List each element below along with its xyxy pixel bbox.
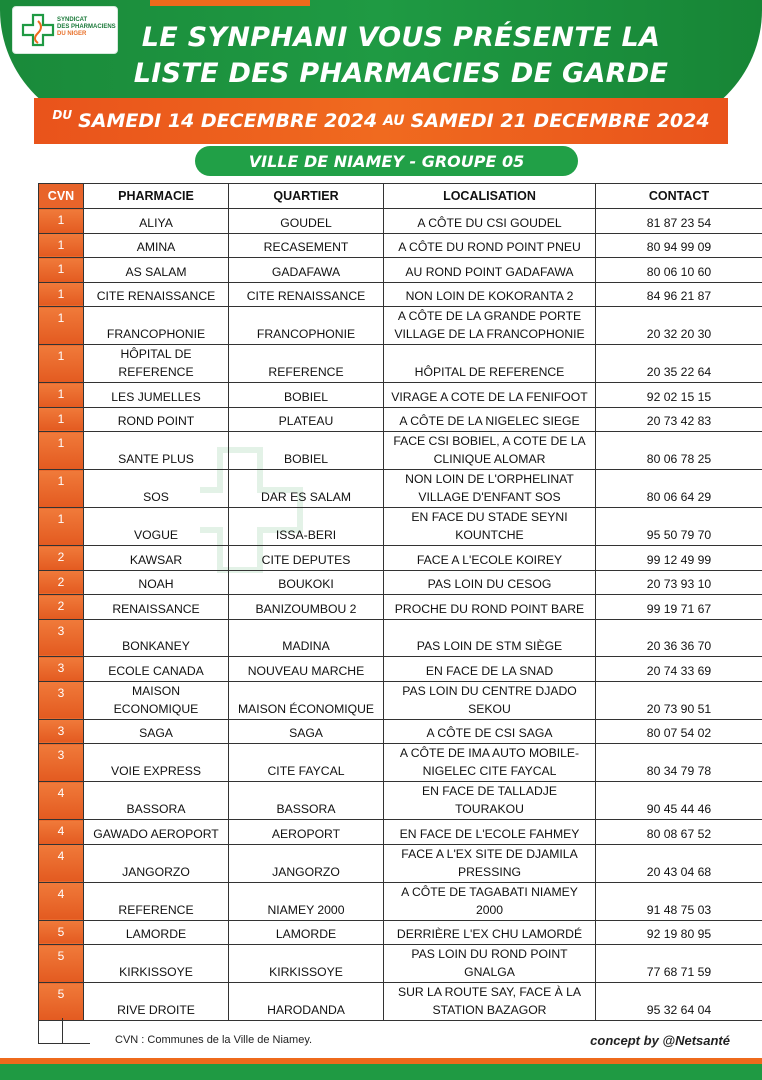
cell-contact: 81 87 23 54 bbox=[596, 209, 762, 234]
table-row bbox=[39, 681, 762, 719]
cell-quartier: GADAFAWA bbox=[229, 258, 384, 283]
cell-localisation: A CÔTE DU ROND POINT PNEU bbox=[384, 233, 596, 258]
cell-cvn: 3 bbox=[39, 719, 84, 744]
cell-cvn: 2 bbox=[39, 546, 84, 571]
table-header-row bbox=[39, 184, 762, 209]
table-row bbox=[39, 882, 762, 920]
cell-cvn: 2 bbox=[39, 570, 84, 595]
cell-quartier: BOBIEL bbox=[229, 383, 384, 408]
col-header-pharmacie: PHARMACIE bbox=[84, 184, 229, 209]
cell-quartier: PLATEAU bbox=[229, 407, 384, 432]
cell-cvn: 1 bbox=[39, 258, 84, 283]
logo-line3: DU NIGER bbox=[57, 31, 87, 37]
table-row bbox=[39, 719, 762, 744]
cell-cvn: 1 bbox=[39, 470, 84, 508]
table-row bbox=[39, 407, 762, 432]
cell-contact: 99 19 71 67 bbox=[596, 595, 762, 620]
cell-cvn: 1 bbox=[39, 307, 84, 345]
cell-quartier: CITE FAYCAL bbox=[229, 744, 384, 782]
cell-contact: 92 02 15 15 bbox=[596, 383, 762, 408]
cell-localisation: A CÔTE DE IMA AUTO MOBILE- NIGELEC CITE FAYCAL bbox=[384, 744, 596, 782]
cell-contact: 20 43 04 68 bbox=[596, 844, 762, 882]
table-row bbox=[39, 782, 762, 820]
cell-cvn: 1 bbox=[39, 233, 84, 258]
cell-contact: 80 94 99 09 bbox=[596, 233, 762, 258]
cell-contact: 95 50 79 70 bbox=[596, 508, 762, 546]
pharmacy-table bbox=[38, 183, 762, 1021]
cell-localisation: EN FACE DU STADE SEYNI KOUNTCHE bbox=[384, 508, 596, 546]
cell-quartier: RECASEMENT bbox=[229, 233, 384, 258]
cell-localisation: EN FACE DE TALLADJE TOURAKOU bbox=[384, 782, 596, 820]
cell-contact: 20 36 36 70 bbox=[596, 619, 762, 657]
cell-cvn: 3 bbox=[39, 681, 84, 719]
date-from: SAMEDI 14 DECEMBRE 2024 bbox=[78, 110, 378, 132]
cell-quartier: MAISON ÉCONOMIQUE bbox=[229, 681, 384, 719]
cell-pharmacie: SANTE PLUS bbox=[84, 432, 229, 470]
table-row bbox=[39, 470, 762, 508]
cell-pharmacie: ECOLE CANADA bbox=[84, 657, 229, 682]
cell-contact: 20 73 93 10 bbox=[596, 570, 762, 595]
cell-contact: 90 45 44 46 bbox=[596, 782, 762, 820]
cell-quartier: BASSORA bbox=[229, 782, 384, 820]
cell-contact: 20 74 33 69 bbox=[596, 657, 762, 682]
city-group-label: VILLE DE NIAMEY - GROUPE 05 bbox=[195, 146, 578, 176]
cell-cvn: 5 bbox=[39, 945, 84, 983]
cell-quartier: GOUDEL bbox=[229, 209, 384, 234]
cell-localisation: PAS LOIN DE STM SIÈGE bbox=[384, 619, 596, 657]
cell-localisation: EN FACE DE LA SNAD bbox=[384, 657, 596, 682]
cell-contact: 77 68 71 59 bbox=[596, 945, 762, 983]
date-mid: AU bbox=[383, 113, 405, 129]
cell-pharmacie: MAISON ECONOMIQUE bbox=[84, 681, 229, 719]
cell-cvn: 1 bbox=[39, 209, 84, 234]
cell-pharmacie: KAWSAR bbox=[84, 546, 229, 571]
cell-quartier: ISSA-BERI bbox=[229, 508, 384, 546]
table-row bbox=[39, 657, 762, 682]
cell-pharmacie: ROND POINT bbox=[84, 407, 229, 432]
cell-cvn: 4 bbox=[39, 882, 84, 920]
cell-quartier: AEROPORT bbox=[229, 820, 384, 845]
table-row bbox=[39, 744, 762, 782]
cell-localisation: DERRIÈRE L'EX CHU LAMORDÉ bbox=[384, 920, 596, 945]
header-banner bbox=[0, 0, 762, 186]
table-row bbox=[39, 844, 762, 882]
cell-cvn: 4 bbox=[39, 844, 84, 882]
cell-quartier: NIAMEY 2000 bbox=[229, 882, 384, 920]
cell-localisation: PROCHE DU ROND POINT BARE bbox=[384, 595, 596, 620]
table-row bbox=[39, 619, 762, 657]
cell-quartier: KIRKISSOYE bbox=[229, 945, 384, 983]
cell-contact: 20 35 22 64 bbox=[596, 345, 762, 383]
cell-pharmacie: AMINA bbox=[84, 233, 229, 258]
cell-localisation: NON LOIN DE L'ORPHELINAT VILLAGE D'ENFANT SOS bbox=[384, 470, 596, 508]
footer-bracket-inner bbox=[62, 1018, 90, 1044]
cell-cvn: 1 bbox=[39, 508, 84, 546]
table-row bbox=[39, 432, 762, 470]
cell-pharmacie: HÔPITAL DE REFERENCE bbox=[84, 345, 229, 383]
cell-quartier: SAGA bbox=[229, 719, 384, 744]
cell-contact: 92 19 80 95 bbox=[596, 920, 762, 945]
table-body bbox=[39, 209, 762, 1021]
cell-cvn: 4 bbox=[39, 820, 84, 845]
cell-localisation: HÔPITAL DE REFERENCE bbox=[384, 345, 596, 383]
cell-cvn: 3 bbox=[39, 657, 84, 682]
cell-pharmacie: RENAISSANCE bbox=[84, 595, 229, 620]
footer-green-strip bbox=[0, 1064, 762, 1080]
cell-cvn: 2 bbox=[39, 595, 84, 620]
cell-contact: 95 32 64 04 bbox=[596, 983, 762, 1021]
cell-cvn: 3 bbox=[39, 619, 84, 657]
cell-pharmacie: BASSORA bbox=[84, 782, 229, 820]
col-header-quartier: QUARTIER bbox=[229, 184, 384, 209]
cell-contact: 80 34 79 78 bbox=[596, 744, 762, 782]
cell-localisation: A CÔTE DE LA GRANDE PORTE VILLAGE DE LA FRANCOPHONIE bbox=[384, 307, 596, 345]
cell-pharmacie: GAWADO AEROPORT bbox=[84, 820, 229, 845]
cell-quartier: DAR ES SALAM bbox=[229, 470, 384, 508]
cell-cvn: 5 bbox=[39, 920, 84, 945]
cell-quartier: REFERENCE bbox=[229, 345, 384, 383]
cell-pharmacie: VOGUE bbox=[84, 508, 229, 546]
col-header-cvn: CVN bbox=[39, 184, 84, 209]
table-row bbox=[39, 570, 762, 595]
logo-line1: SYNDICAT bbox=[57, 17, 88, 23]
col-header-localisation: LOCALISATION bbox=[384, 184, 596, 209]
cell-pharmacie: SAGA bbox=[84, 719, 229, 744]
cell-localisation: PAS LOIN DU ROND POINT GNALGA bbox=[384, 945, 596, 983]
table-row bbox=[39, 258, 762, 283]
cell-localisation: FACE CSI BOBIEL, A COTE DE LA CLINIQUE ALOMAR bbox=[384, 432, 596, 470]
cell-pharmacie: BONKANEY bbox=[84, 619, 229, 657]
date-to: SAMEDI 21 DECEMBRE 2024 bbox=[410, 110, 710, 132]
top-orange-strip bbox=[150, 0, 310, 6]
col-header-contact: CONTACT bbox=[596, 184, 762, 209]
table-row bbox=[39, 383, 762, 408]
cell-contact: 80 07 54 02 bbox=[596, 719, 762, 744]
cell-quartier: LAMORDE bbox=[229, 920, 384, 945]
footer-credit: concept by @Netsanté bbox=[590, 1033, 730, 1048]
cell-pharmacie: JANGORZO bbox=[84, 844, 229, 882]
cell-localisation: SUR LA ROUTE SAY, FACE À LA STATION BAZAGOR bbox=[384, 983, 596, 1021]
cell-cvn: 1 bbox=[39, 432, 84, 470]
page-title-line2: LISTE DES PHARMACIES DE GARDE bbox=[133, 58, 669, 89]
table-row bbox=[39, 282, 762, 307]
cell-pharmacie: VOIE EXPRESS bbox=[84, 744, 229, 782]
cell-contact: 99 12 49 99 bbox=[596, 546, 762, 571]
table-row bbox=[39, 345, 762, 383]
cell-contact: 80 06 64 29 bbox=[596, 470, 762, 508]
cell-localisation: A CÔTE DE TAGABATI NIAMEY 2000 bbox=[384, 882, 596, 920]
cell-quartier: JANGORZO bbox=[229, 844, 384, 882]
footer-note: CVN : Communes de la Ville de Niamey. bbox=[115, 1034, 313, 1046]
cell-quartier: CITE DEPUTES bbox=[229, 546, 384, 571]
cell-contact: 80 06 78 25 bbox=[596, 432, 762, 470]
cell-cvn: 1 bbox=[39, 383, 84, 408]
table-row bbox=[39, 945, 762, 983]
cell-pharmacie: SOS bbox=[84, 470, 229, 508]
cell-localisation: FACE A L'ECOLE KOIREY bbox=[384, 546, 596, 571]
cell-localisation: A CÔTE DE LA NIGELEC SIEGE bbox=[384, 407, 596, 432]
date-range-band bbox=[34, 98, 728, 144]
table-row bbox=[39, 307, 762, 345]
logo-line2: DES PHARMACIENS bbox=[57, 24, 116, 30]
cell-quartier: CITE RENAISSANCE bbox=[229, 282, 384, 307]
cell-localisation: PAS LOIN DU CENTRE DJADO SEKOU bbox=[384, 681, 596, 719]
cell-pharmacie: NOAH bbox=[84, 570, 229, 595]
cell-contact: 80 08 67 52 bbox=[596, 820, 762, 845]
cell-quartier: FRANCOPHONIE bbox=[229, 307, 384, 345]
cell-localisation: AU ROND POINT GADAFAWA bbox=[384, 258, 596, 283]
cell-quartier: BANIZOUMBOU 2 bbox=[229, 595, 384, 620]
table-row bbox=[39, 508, 762, 546]
cell-localisation: FACE A L'EX SITE DE DJAMILA PRESSING bbox=[384, 844, 596, 882]
cell-contact: 91 48 75 03 bbox=[596, 882, 762, 920]
cell-pharmacie: ALIYA bbox=[84, 209, 229, 234]
table-row bbox=[39, 233, 762, 258]
cell-localisation: A CÔTE DU CSI GOUDEL bbox=[384, 209, 596, 234]
cell-contact: 20 73 90 51 bbox=[596, 681, 762, 719]
cell-quartier: BOUKOKI bbox=[229, 570, 384, 595]
cell-pharmacie: KIRKISSOYE bbox=[84, 945, 229, 983]
cell-pharmacie: FRANCOPHONIE bbox=[84, 307, 229, 345]
cell-contact: 80 06 10 60 bbox=[596, 258, 762, 283]
table-row bbox=[39, 920, 762, 945]
cell-quartier: BOBIEL bbox=[229, 432, 384, 470]
cell-pharmacie: LAMORDE bbox=[84, 920, 229, 945]
cell-localisation: EN FACE DE L'ECOLE FAHMEY bbox=[384, 820, 596, 845]
cell-quartier: HARODANDA bbox=[229, 983, 384, 1021]
cell-cvn: 4 bbox=[39, 782, 84, 820]
cell-contact: 20 32 20 30 bbox=[596, 307, 762, 345]
date-prefix: DU bbox=[52, 108, 73, 122]
cell-cvn: 1 bbox=[39, 282, 84, 307]
cell-localisation: A CÔTE DE CSI SAGA bbox=[384, 719, 596, 744]
cell-pharmacie: RIVE DROITE bbox=[84, 983, 229, 1021]
table-row bbox=[39, 595, 762, 620]
cell-localisation: PAS LOIN DU CESOG bbox=[384, 570, 596, 595]
cell-contact: 20 73 42 83 bbox=[596, 407, 762, 432]
cell-quartier: NOUVEAU MARCHE bbox=[229, 657, 384, 682]
cell-pharmacie: AS SALAM bbox=[84, 258, 229, 283]
table-row bbox=[39, 546, 762, 571]
cell-pharmacie: REFERENCE bbox=[84, 882, 229, 920]
cell-pharmacie: LES JUMELLES bbox=[84, 383, 229, 408]
cell-localisation: NON LOIN DE KOKORANTA 2 bbox=[384, 282, 596, 307]
cell-pharmacie: CITE RENAISSANCE bbox=[84, 282, 229, 307]
page-title-line1: LE SYNPHANI VOUS PRÉSENTE LA bbox=[141, 22, 661, 53]
table-row bbox=[39, 209, 762, 234]
cell-contact: 84 96 21 87 bbox=[596, 282, 762, 307]
table-row bbox=[39, 820, 762, 845]
cell-cvn: 5 bbox=[39, 983, 84, 1021]
cell-cvn: 1 bbox=[39, 345, 84, 383]
cell-localisation: VIRAGE A COTE DE LA FENIFOOT bbox=[384, 383, 596, 408]
cell-quartier: MADINA bbox=[229, 619, 384, 657]
cell-cvn: 3 bbox=[39, 744, 84, 782]
table-row bbox=[39, 983, 762, 1021]
cell-cvn: 1 bbox=[39, 407, 84, 432]
